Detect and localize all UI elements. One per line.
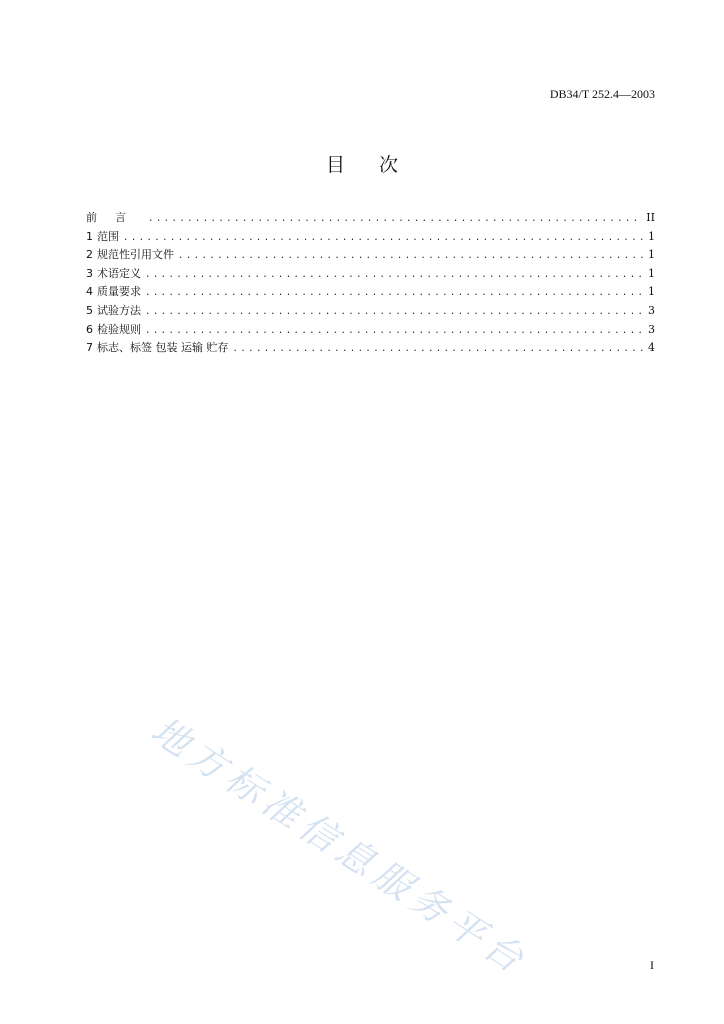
toc-entry-label: 规范性引用文件 (97, 248, 174, 262)
toc-entry-number: 6 (86, 322, 93, 336)
toc-entry-page: 4 (648, 341, 655, 355)
toc-leader-dots (145, 270, 643, 280)
toc-entry-page: 1 (648, 266, 655, 280)
toc-entry-label: 术语定义 (97, 266, 141, 280)
toc-entry-label: 试验方法 (97, 303, 141, 317)
toc-entry-page: 1 (648, 229, 655, 243)
page-number: I (650, 958, 654, 972)
toc-leader-dots (145, 307, 643, 317)
toc-entry-page: 1 (648, 248, 655, 262)
toc-entry-number: 3 (86, 266, 93, 280)
toc-entry-page: 3 (648, 303, 655, 317)
toc-entry-number: 2 (86, 248, 93, 262)
toc-leader-dots (145, 288, 643, 298)
toc-entry-foreword[interactable] (86, 209, 655, 228)
toc-entry-inspection-rules[interactable] (86, 321, 655, 340)
toc-entry-scope[interactable] (86, 228, 655, 247)
toc-entry-marking-packaging[interactable] (86, 339, 655, 358)
toc-leader-dots (178, 251, 643, 261)
toc-entry-number: 5 (86, 303, 93, 317)
watermark: 地方标准信息服务平台 (143, 708, 537, 985)
toc-leader-dots (148, 214, 642, 224)
toc-entry-number: 7 (86, 341, 93, 355)
toc-leader-dots (233, 344, 644, 354)
toc-entry-number: 4 (86, 285, 93, 299)
toc-entry-test-methods[interactable] (86, 302, 655, 321)
toc-entry-label: 范围 (97, 229, 119, 243)
toc-entry-page: II (646, 211, 655, 224)
toc-title: 目次 (325, 154, 432, 176)
toc-entry-number: 1 (86, 229, 93, 243)
toc-entry-label: 检验规则 (97, 322, 141, 336)
toc-entry-label: 前言 (86, 211, 144, 224)
toc-entry-normative-references[interactable] (86, 246, 655, 265)
toc-entry-label: 标志、标签 包装 运输 贮存 (97, 341, 229, 355)
toc-entry-page: 1 (648, 285, 655, 299)
toc-entry-label: 质量要求 (97, 285, 141, 299)
document-code: DB34/T 252.4—2003 (549, 87, 655, 101)
toc-entry-quality-requirements[interactable] (86, 283, 655, 302)
table-of-contents (86, 209, 655, 358)
toc-leader-dots (123, 233, 643, 243)
toc-entry-page: 3 (648, 322, 655, 336)
toc-entry-terms-definitions[interactable] (86, 265, 655, 284)
toc-leader-dots (145, 326, 643, 336)
